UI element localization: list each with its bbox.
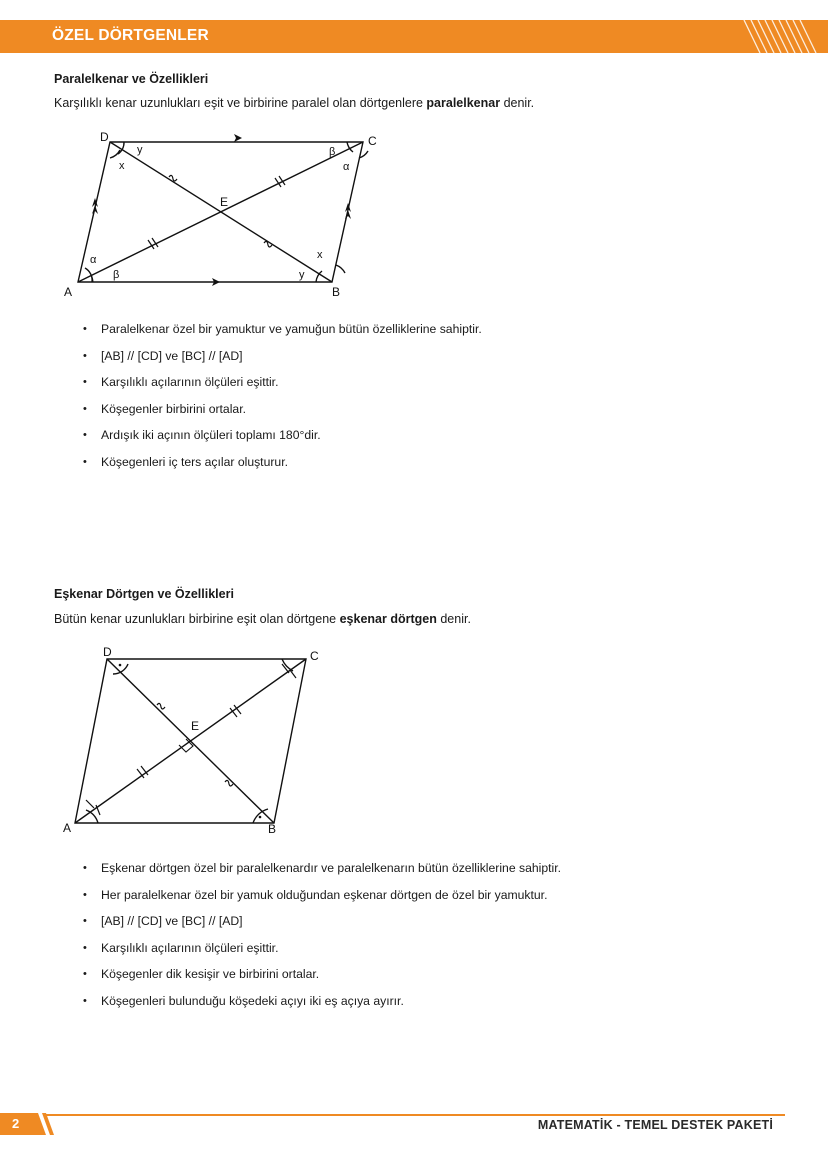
vertex-a-label: A — [63, 821, 72, 835]
list-item: • Her paralelkenar özel bir yamuk olduğundan eşkenar dörtgen de özel bir yamuktur. — [83, 888, 561, 915]
angle-beta-c: β — [329, 146, 336, 158]
header-stripes-decoration — [738, 20, 828, 53]
angle-x-b: x — [317, 249, 323, 261]
list-item: • Köşegenleri iç ters açılar oluşturur. — [83, 455, 482, 482]
list-item: • Köşegenler dik kesişir ve birbirini ortalar. — [83, 967, 561, 994]
book-title: MATEMATİK - TEMEL DESTEK PAKETİ — [537, 1118, 773, 1132]
parallelogram-figure — [60, 125, 400, 305]
rhombus-properties-list — [83, 861, 561, 1020]
angle-x-d: x — [119, 160, 125, 172]
angle-alpha-c: α — [343, 161, 350, 173]
intersection-e-label: E — [191, 719, 200, 733]
vertex-d-label: D — [103, 645, 112, 659]
list-item: • Eşkenar dörtgen özel bir paralelkenardır ve paralelkenarın bütün özelliklerine sahiptir. — [83, 861, 561, 888]
list-item: • Ardışık iki açının ölçüleri toplamı 180°dir. — [83, 428, 482, 455]
list-item: • Köşegenleri bulunduğu köşedeki açıyı iki eş açıya ayırır. — [83, 994, 561, 1021]
angle-beta-a: β — [113, 269, 120, 281]
chapter-title: ÖZEL DÖRTGENLER — [52, 27, 209, 44]
list-item: • [AB] // [CD] ve [BC] // [AD] — [83, 349, 482, 376]
list-item: • Köşegenler birbirini ortalar. — [83, 402, 482, 429]
list-item: • Karşılıklı açılarının ölçüleri eşittir. — [83, 375, 482, 402]
parallel-arrow-marks — [92, 134, 351, 286]
vertex-d-label: D — [100, 130, 109, 144]
angle-y-b: y — [299, 269, 305, 281]
angle-alpha-a: α — [90, 254, 97, 266]
list-item: • Karşılıklı açılarının ölçüleri eşittir. — [83, 941, 561, 968]
page-number-tab — [0, 1113, 58, 1137]
vertex-b-label: B — [268, 822, 277, 836]
angle-y-d: y — [137, 144, 143, 156]
intersection-e-label: E — [220, 195, 229, 209]
vertex-c-label: C — [368, 134, 377, 148]
list-item: • [AB] // [CD] ve [BC] // [AD] — [83, 914, 561, 941]
rhombus-section-title: Eşkenar Dörtgen ve Özellikleri — [54, 587, 234, 601]
footer-rule — [45, 1114, 785, 1116]
diagonal-bd — [107, 659, 274, 823]
vertex-b-label: B — [332, 285, 341, 299]
list-item: • Paralelkenar özel bir yamuktur ve yamuğun bütün özelliklerine sahiptir. — [83, 322, 482, 349]
rhombus-figure — [60, 642, 350, 838]
parallelogram-section-title: Paralelkenar ve Özellikleri — [54, 72, 209, 86]
vertex-c-label: C — [310, 649, 319, 663]
parallelogram-properties-list — [83, 322, 482, 481]
diagonal-bd — [110, 142, 332, 282]
parallelogram-definition: Karşılıklı kenar uzunlukları eşit ve birbirine paralel olan dörtgenlere paralelkenar denir. — [54, 96, 535, 110]
rhombus-definition: Bütün kenar uzunlukları birbirine eşit olan dörtgene eşkenar dörtgen denir. — [54, 612, 471, 626]
vertex-a-label: A — [64, 285, 73, 299]
page-number: 2 — [12, 1116, 20, 1131]
